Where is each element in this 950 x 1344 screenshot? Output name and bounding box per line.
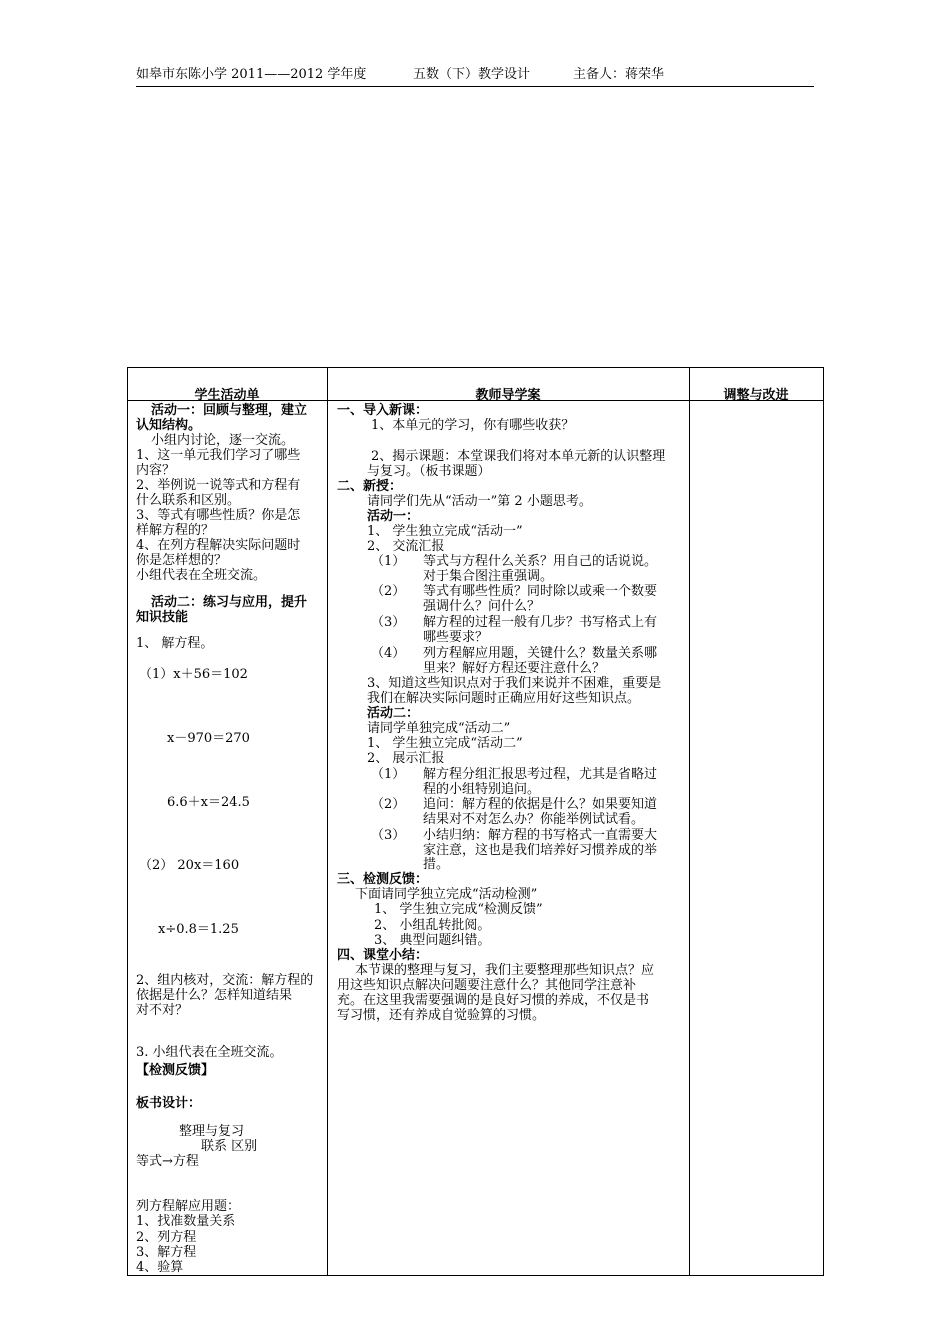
group-discussion-text: 小组内讨论，逐一交流。 — [151, 433, 295, 448]
question-3: 3、等式有哪些性质？你是怎 — [136, 508, 301, 523]
table-left-border — [127, 367, 128, 1276]
column-divider-2 — [689, 367, 690, 1276]
activity-two-step-1: 1、 学生独立完成“活动二” — [367, 736, 523, 751]
student-activity-heading: 学生活动单 — [194, 388, 260, 403]
adjustment-heading: 调整与改进 — [723, 388, 789, 403]
section-3-step-3: 3、 典型问题纠错。 — [374, 933, 491, 948]
section-1-item-2: 2、揭示课题：本堂课我们将对本单元新的认识整理 — [371, 449, 666, 464]
lesson-table — [127, 367, 824, 1276]
section-4-title: 四、课堂小结： — [337, 948, 429, 963]
section-3-step-2: 2、 小组乱转批阅。 — [374, 918, 491, 933]
section-3-title: 三、检测反馈： — [337, 872, 429, 887]
activity-two-step-2: 2、 展示汇报 — [367, 751, 445, 766]
question-2: 2、举例说一说等式和方程有 — [136, 478, 301, 493]
check-question-cont-1: 依据是什么？怎样知道结果 — [136, 988, 293, 1003]
section-3-step-1: 1、 学生独立完成“检测反馈” — [374, 902, 543, 917]
word-problem-step-3: 3、解方程 — [136, 1245, 197, 1260]
equation-2: x－970＝270 — [167, 731, 250, 746]
report-3-text: 解方程的过程一般有几步？书写格式上有 — [423, 615, 658, 630]
showcase-2-number: （2） — [371, 797, 406, 812]
report-2-text-cont: 强调什么？问什么？ — [423, 599, 541, 614]
equation-3: 6.6＋x＝24.5 — [167, 795, 250, 810]
report-1-number: （1） — [371, 554, 406, 569]
class-report-text: 小组代表在全班交流。 — [136, 568, 267, 583]
board-relation: 联系 区别 — [201, 1139, 258, 1154]
knowledge-note-cont: 我们在解决实际问题时正确应用好这些知识点。 — [367, 691, 641, 706]
summary-text-2: 用这些知识点解决问题要注意什么？其他同学注意补 — [337, 978, 637, 993]
header-preparer: 主备人：蒋荣华 — [573, 67, 665, 82]
report-3-number: （3） — [371, 615, 406, 630]
showcase-2-text-cont: 结果对不对怎么办？你能举例试试看。 — [423, 812, 645, 827]
teacher-guide-heading: 教师导学案 — [475, 388, 541, 403]
board-title: 整理与复习 — [179, 1124, 245, 1139]
board-equation: 等式→方程 — [136, 1154, 199, 1169]
activity-two-label: 活动二： — [367, 706, 420, 721]
activity-two-intro: 请同学单独完成“活动二” — [367, 721, 511, 736]
equation-1: （1）x＋56＝102 — [139, 667, 248, 682]
activity-one-step-2: 2、 交流汇报 — [367, 539, 445, 554]
section-1-item-1: 1、本单元的学习，你有哪些收获？ — [371, 418, 575, 433]
activity-one-title: 活动一：回顾与整理，建立 — [151, 403, 308, 418]
showcase-3-text-cont: 家注意，这也是我们培养好习惯养成的举 — [423, 843, 658, 858]
knowledge-note: 3、知道这些知识点对于我们来说并不困难，重要是 — [367, 676, 662, 691]
word-problem-step-2: 2、列方程 — [136, 1230, 197, 1245]
report-4-text-cont: 里来？解好方程还要注意什么？ — [423, 661, 606, 676]
activity-one-step-1: 1、 学生独立完成“活动一” — [367, 524, 523, 539]
section-2-intro: 请同学们先从“活动一”第 2 小题思考。 — [367, 494, 592, 509]
table-top-border — [127, 367, 824, 368]
column-divider-1 — [327, 367, 328, 1276]
word-problem-step-4: 4、验算 — [136, 1260, 184, 1275]
showcase-3-number: （3） — [371, 828, 406, 843]
summary-text-4: 写习惯，还有养成自觉验算的习惯。 — [337, 1008, 546, 1023]
feedback-label: 【检测反馈】 — [136, 1063, 215, 1078]
summary-text-3: 充。在这里我需要强调的是良好习惯的养成，不仅是书 — [337, 993, 650, 1008]
header-course: 五数（下）教学设计 — [413, 67, 531, 82]
showcase-1-text-cont: 程的小组特别追问。 — [423, 782, 541, 797]
section-3-intro: 下面请同学独立完成“活动检测” — [355, 887, 538, 902]
word-problem-step-1: 1、找准数量关系 — [136, 1214, 236, 1229]
activity-one-title-cont: 认知结构。 — [136, 418, 202, 433]
report-1-text-cont: 对于集合图注重强调。 — [423, 569, 554, 584]
showcase-3-text: 小结归纳：解方程的书写格式一直需要大 — [423, 828, 658, 843]
group-report-text: 3. 小组代表在全班交流。 — [136, 1045, 283, 1060]
report-4-text: 列方程解应用题，关键什么？数量关系哪 — [423, 646, 658, 661]
question-3-cont: 样解方程的？ — [136, 523, 215, 538]
report-1-text: 等式与方程什么关系？用自己的话说说。 — [423, 554, 658, 569]
check-question-cont-2: 对不对？ — [136, 1003, 189, 1018]
activity-two-title-cont: 知识技能 — [136, 610, 189, 625]
activity-two-title: 活动二：练习与应用，提升 — [151, 595, 308, 610]
question-2-cont: 什么联系和区别。 — [136, 493, 241, 508]
board-design-label: 板书设计： — [136, 1096, 202, 1111]
showcase-1-number: （1） — [371, 767, 406, 782]
activity-one-label: 活动一： — [367, 509, 420, 524]
showcase-1-text: 解方程分组汇报思考过程，尤其是省略过 — [423, 767, 658, 782]
check-question: 2、组内核对，交流：解方程的 — [136, 973, 314, 988]
question-1-cont: 内容？ — [136, 463, 176, 478]
table-right-border — [823, 367, 824, 1276]
report-2-number: （2） — [371, 584, 406, 599]
report-2-text: 等式有哪些性质？同时除以或乘一个数要 — [423, 584, 658, 599]
report-4-number: （4） — [371, 646, 406, 661]
section-1-title: 一、导入新课： — [337, 403, 429, 418]
equation-5: x÷0.8＝1.25 — [158, 922, 239, 937]
question-4: 4、在列方程解决实际问题时 — [136, 538, 301, 553]
table-bottom-border — [127, 1275, 824, 1276]
equation-4: （2） 20x＝160 — [139, 858, 240, 873]
solve-equations-label: 1、 解方程。 — [136, 636, 214, 651]
summary-text-1: 本节课的整理与复习，我们主要整理那些知识点？应 — [355, 963, 655, 978]
word-problem-title: 列方程解应用题： — [136, 1199, 241, 1214]
header-school: 如皋市东陈小学 2011——2012 学年度 — [136, 67, 367, 82]
section-2-title: 二、新授： — [337, 479, 403, 494]
question-1: 1、这一单元我们学习了哪些 — [136, 448, 301, 463]
report-3-text-cont: 哪些要求？ — [423, 630, 489, 645]
section-1-item-2-cont: 与复习。（板书课题） — [367, 464, 491, 479]
question-4-cont: 你是怎样想的？ — [136, 553, 228, 568]
showcase-2-text: 追问：解方程的依据是什么？如果要知道 — [423, 797, 658, 812]
page-header — [136, 66, 814, 87]
showcase-3-text-end: 措。 — [423, 857, 450, 872]
